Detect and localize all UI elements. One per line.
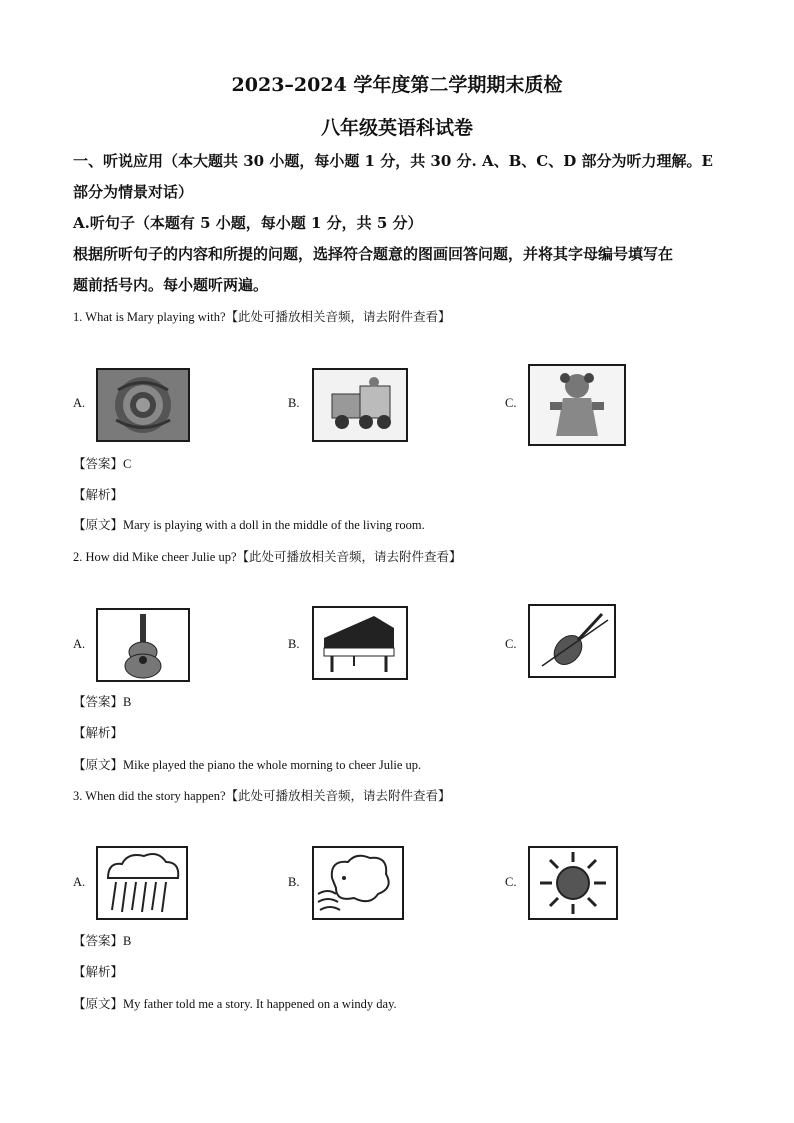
question-3: 3. When did the story happen?【此处可播放相关音频，请去附件查看】: [73, 789, 451, 803]
rose-icon[interactable]: [96, 368, 190, 442]
option-a-label: A.: [73, 396, 86, 410]
part-title: A.听句子（本题有 5 小题，每小题 1 分，共 5 分）: [73, 214, 423, 232]
option-a-label: A.: [73, 875, 86, 889]
option-c-label: C.: [505, 396, 517, 410]
analysis-3: 【解析】: [73, 965, 124, 979]
answer-3: 【答案】B: [73, 934, 132, 948]
wind-icon[interactable]: [312, 846, 404, 920]
instructions-cont: 题前括号内。每小题听两遍。: [73, 276, 269, 294]
option-b-label: B.: [288, 875, 300, 889]
question-1: 1. What is Mary playing with?【此处可播放相关音频，请去附件查看】: [73, 310, 451, 324]
page-subtitle: 八年级英语科试卷: [320, 117, 473, 139]
option-b-label: B.: [288, 396, 300, 410]
analysis-2: 【解析】: [73, 726, 124, 740]
option-a-label: A.: [73, 637, 86, 651]
original-2: 【原文】Mike played the piano the whole morning to cheer Julie up.: [73, 758, 422, 772]
analysis-1: 【解析】: [73, 488, 124, 502]
toy-truck-icon[interactable]: [312, 368, 408, 442]
piano-icon[interactable]: [312, 606, 408, 680]
sun-icon[interactable]: [528, 846, 618, 920]
answer-2: 【答案】B: [73, 695, 132, 709]
section-heading-cont: 部分为情景对话）: [73, 183, 194, 201]
instructions: 根据所听句子的内容和所提的问题，选择符合题意的图画回答问题，并将其字母编号填写在: [73, 245, 674, 263]
option-c-label: C.: [505, 875, 517, 889]
page-title: 2023–2024 学年度第二学期期末质检: [231, 74, 563, 96]
original-3: 【原文】My father told me a story. It happened on a windy day.: [73, 997, 397, 1011]
violin-icon[interactable]: [528, 604, 616, 678]
answer-1: 【答案】C: [73, 457, 132, 471]
doll-icon[interactable]: [528, 364, 626, 446]
original-1: 【原文】Mary is playing with a doll in the middle of the living room.: [73, 518, 425, 532]
question-2: 2. How did Mike cheer Julie up?【此处可播放相关音频，请去附件查看】: [73, 550, 462, 564]
section-heading: 一、听说应用（本大题共 30 小题，每小题 1 分，共 30 分. A、B、C、D 部分为听力理解。E: [73, 152, 713, 170]
option-c-label: C.: [505, 637, 517, 651]
rain-icon[interactable]: [96, 846, 188, 920]
option-b-label: B.: [288, 637, 300, 651]
guitar-icon[interactable]: [96, 608, 190, 682]
